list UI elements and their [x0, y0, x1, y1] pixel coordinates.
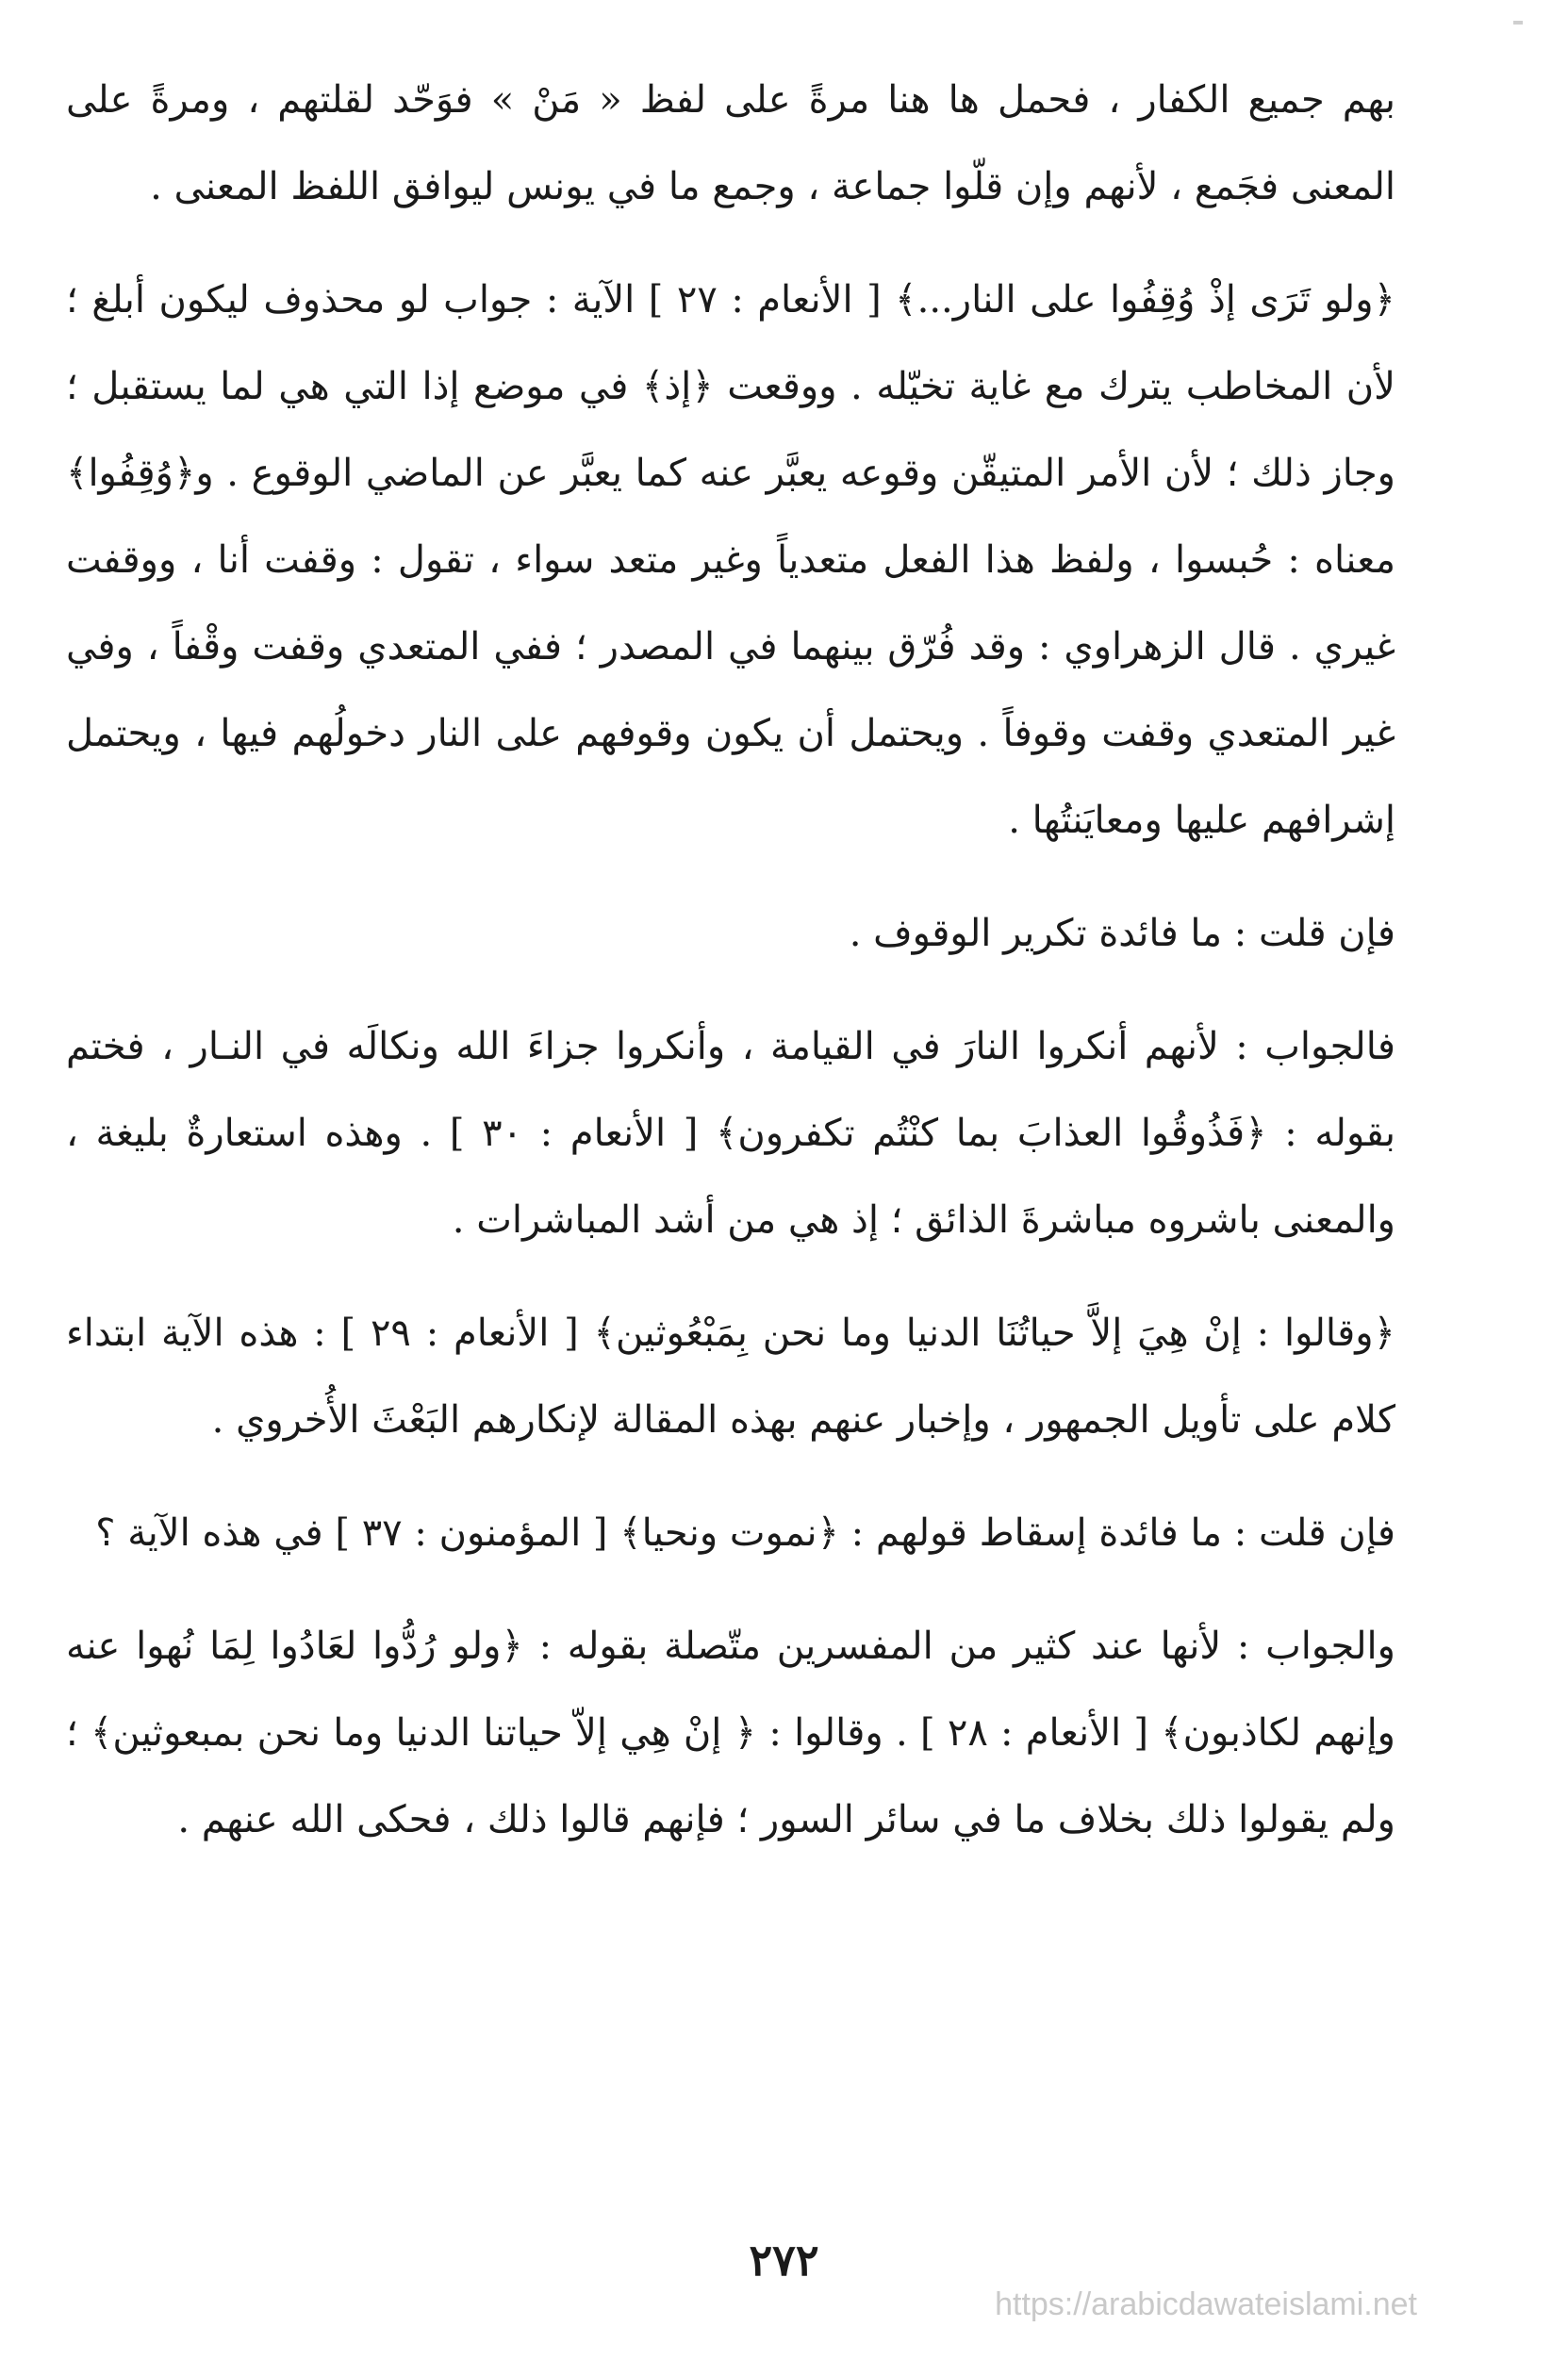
paragraph-1: بهم جميع الكفار ، فحمل ها هنا مرةً على لفظ « مَنْ » فوَحّد لقلتهم ، ومرةً على المعنى فجَمع ، لأنهم وإن قلّوا جماعة ، وجمع ما في يونس ليوافق اللفظ المعنى .	[66, 78, 1395, 208]
paragraph-6: فإن قلت : ما فائدة إسقاط قولهم : ﴿نموت ونحيا﴾ [ المؤمنون : ٣٧ ] في هذه الآية ؟	[95, 1511, 1395, 1555]
page-edge-mark	[1513, 21, 1523, 25]
page-body	[66, 38, 1395, 2244]
paragraph-5: ﴿وقالوا : إنْ هِيَ إلاَّ حياتُنَا الدنيا وما نحن بِمَبْعُوثين﴾ [ الأنعام : ٢٩ ] : هذه الآية ابتداء كلام على تأويل الجمهور ، وإخبار عنهم بهذه المقالة لإنكارهم البَعْثَ الأُخروي .	[66, 1312, 1395, 1442]
watermark-url: https://arabicdawateislami.net	[995, 2286, 1417, 2322]
paragraph-4: فالجواب : لأنهم أنكروا النارَ في القيامة ، وأنكروا جزاءَ الله ونكالَه في النـار ، فختم بقوله : ﴿فَذُوقُوا العذابَ بما كنْتُم تكفرون﴾ [ الأنعام : ٣٠ ] . وهذه استعارةٌ بليغة ، والمعنى باشروه مباشرةَ الذائق ؛ إذ هي من أشد المباشرات .	[66, 1025, 1396, 1242]
paragraph-3: فإن قلت : ما فائدة تكرير الوقوف .	[849, 912, 1395, 955]
paragraph-7: والجواب : لأنها عند كثير من المفسرين متّصلة بقوله : ﴿ولو رُدُّوا لعَادُوا لِمَا نُهوا عنه وإنهم لكاذبون﴾ [ الأنعام : ٢٨ ] . وقالوا : ﴿ إنْ هِي إلاّ حياتنا الدنيا وما نحن بمبعوثين﴾ ؛ ولم يقولوا ذلك بخلاف ما في سائر السور ؛ فإنهم قالوا ذلك ، فحكى الله عنهم .	[66, 1625, 1395, 1841]
paragraph-2: ﴿ولو تَرَى إذْ وُقِفُوا على النار...﴾ [ الأنعام : ٢٧ ] الآية : جواب لو محذوف ليكون أبلغ ؛ لأن المخاطب يترك مع غاية تخيّله . ووقعت ﴿إذ﴾ في موضع إذا التي هي لما يستقبل ؛ وجاز ذلك ؛ لأن الأمر المتيقّن وقوعه يعبَّر عنه كما يعبَّر عن الماضي الوقوع . و﴿وُقِفُوا﴾ معناه : حُبسوا ، ولفظ هذا الفعل متعدياً وغير متعد سواء ، تقول : وقفت أنا ، ووقفت غيري . قال الزهراوي : وقد فُرّق بينهما في المصدر ؛ ففي المتعدي وقفت وقْفاً ، وفي غير المتعدي وقفت وقوفاً . ويحتمل أن يكون وقوفهم على النار دخولُهم فيها ، ويحتمل إشرافهم عليها ومعايَنتُها .	[66, 278, 1395, 842]
page-number: ٢٧٢	[749, 2235, 819, 2286]
